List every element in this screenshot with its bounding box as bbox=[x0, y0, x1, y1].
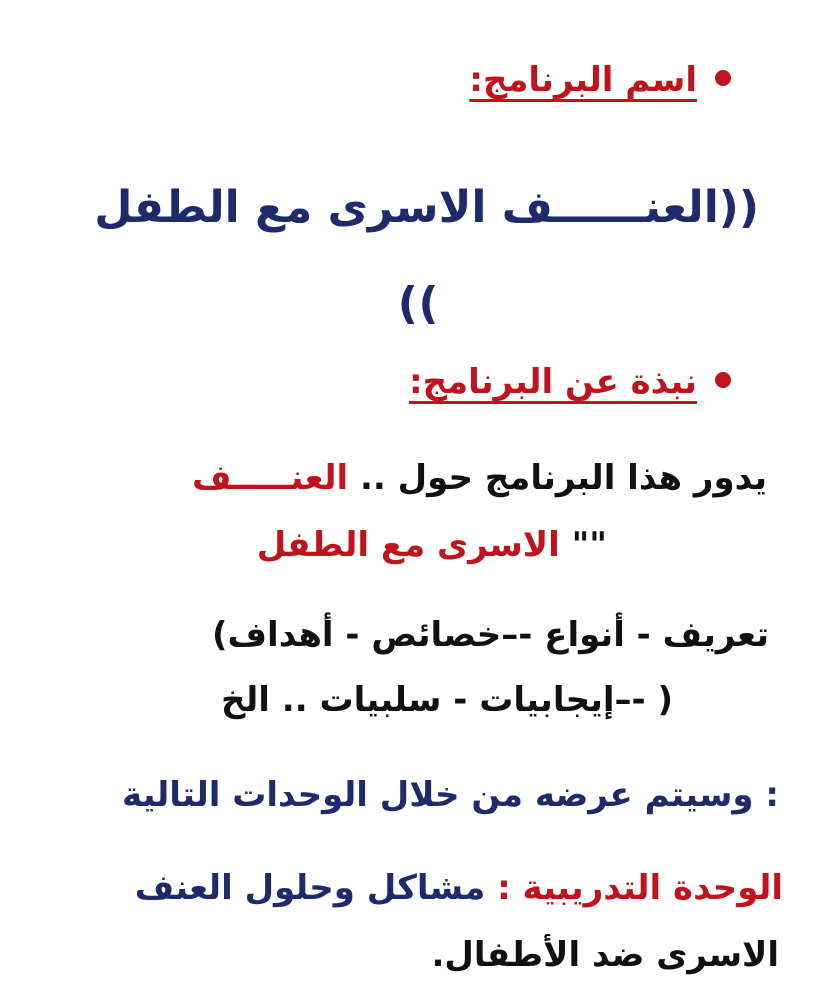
intro-highlight-family-child: الاسرى مع الطفل bbox=[256, 525, 560, 565]
training-unit-text: مشاكل وحلول العنف bbox=[134, 868, 486, 908]
bullet-icon bbox=[715, 372, 731, 388]
program-title-line2: )) bbox=[397, 278, 439, 329]
intro-text: يدور هذا البرنامج حول .. bbox=[348, 458, 767, 498]
training-unit-line2: الاسرى ضد الأطفال. bbox=[431, 935, 779, 975]
topics-line1: تعريف - أنواع -–خصائص - أهداف) bbox=[212, 615, 769, 655]
training-unit-label: الوحدة التدريبية : bbox=[485, 868, 783, 908]
heading-program-overview-text: نبذة عن البرنامج: bbox=[409, 362, 697, 402]
quote-marks: "" bbox=[559, 525, 607, 565]
units-intro: : وسيتم عرضه من خلال الوحدات التالية bbox=[122, 775, 779, 815]
training-unit-line1 bbox=[135, 868, 783, 908]
program-title-line1: ((العنــــــف الاسرى مع الطفل bbox=[94, 182, 759, 233]
topics-line2: ( -–إيجابيات - سلبيات .. الخ bbox=[221, 680, 673, 720]
heading-program-overview bbox=[409, 362, 731, 402]
intro-line2 bbox=[257, 525, 607, 565]
intro-highlight-violence: العنـــــف bbox=[192, 458, 349, 498]
heading-program-name-text: اسم البرنامج: bbox=[469, 60, 697, 100]
intro-line1 bbox=[192, 458, 767, 498]
bullet-icon bbox=[715, 70, 731, 86]
heading-program-name bbox=[469, 60, 731, 100]
